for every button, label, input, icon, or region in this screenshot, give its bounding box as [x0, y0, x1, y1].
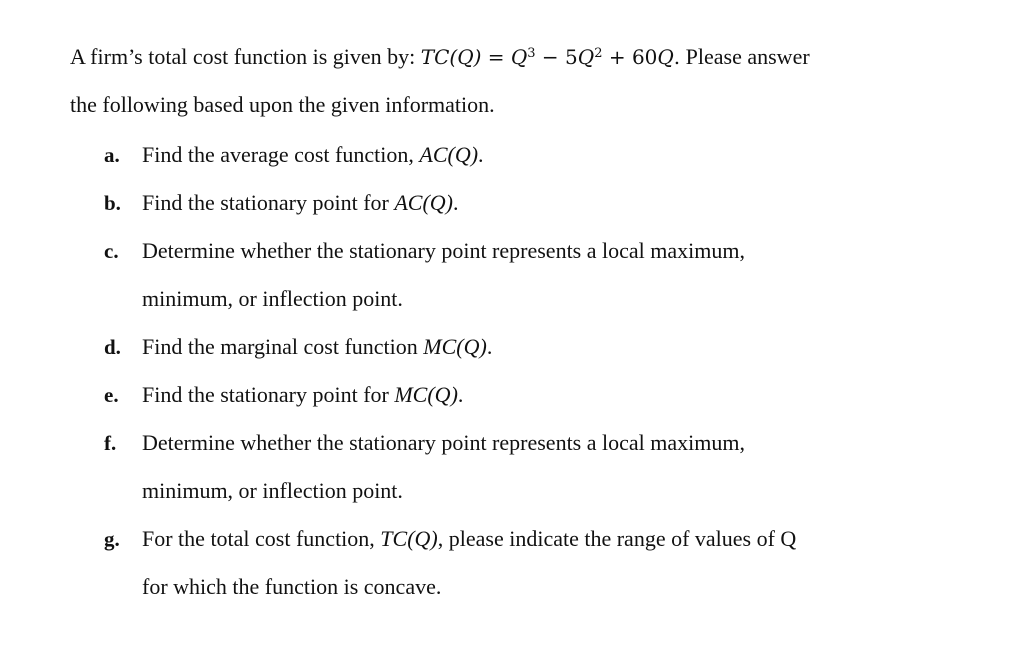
- formula-q1: Q: [510, 45, 528, 69]
- question-text-end: .: [453, 190, 459, 215]
- intro-suffix: Please answer: [680, 44, 810, 69]
- question-text-end: .: [486, 334, 493, 359]
- formula-lhs: TC(Q): [420, 45, 482, 69]
- question-text-end: .: [478, 142, 484, 167]
- formula-minus: − 5: [535, 45, 578, 69]
- function-name: MC(Q): [423, 334, 487, 359]
- question-text: minimum, or inflection point.: [142, 478, 403, 503]
- function-name: AC(Q): [419, 142, 479, 167]
- question-letter: g.: [104, 527, 120, 551]
- question-text-end: .: [457, 382, 464, 407]
- question-text: Find the stationary point for: [142, 382, 395, 407]
- question-text: For the total cost function,: [142, 526, 381, 551]
- question-text-line: [142, 284, 403, 314]
- question-letter: d.: [104, 335, 121, 359]
- question-text-line: [142, 332, 492, 362]
- question-letter: f.: [104, 431, 117, 455]
- question-text-line: [142, 380, 463, 410]
- intro-line-1: [70, 42, 810, 72]
- question-text-end: , please indicate the range of values of Q: [437, 526, 797, 551]
- question-text: Find the average cost function,: [142, 142, 420, 167]
- question-letter: a.: [104, 143, 120, 167]
- question-text: Find the stationary point for: [142, 190, 395, 215]
- formula-eq: =: [481, 45, 511, 69]
- question-text-line: [142, 428, 745, 458]
- intro-line-2: the following based upon the given information.: [70, 92, 495, 117]
- formula-exp1: 3: [527, 46, 536, 61]
- question-letter: b.: [104, 191, 121, 215]
- question-text: Determine whether the stationary point represents a local maximum,: [142, 430, 745, 455]
- question-text-line: [142, 140, 484, 170]
- question-text: Determine whether the stationary point represents a local maximum,: [142, 238, 745, 263]
- question-text: minimum, or inflection point.: [142, 286, 403, 311]
- cost-formula: [421, 45, 680, 69]
- question-text-line: [142, 476, 403, 506]
- question-letter: c.: [104, 239, 119, 263]
- question-text-line: [142, 188, 459, 218]
- question-text-line: [142, 236, 745, 266]
- function-name: TC(Q): [380, 526, 438, 551]
- question-letter: e.: [104, 383, 119, 407]
- formula-q2: Q: [577, 45, 595, 69]
- formula-q3: Q: [657, 45, 674, 69]
- question-text: for which the function is concave.: [142, 574, 442, 599]
- formula-exp2: 2: [594, 46, 603, 61]
- question-text-line: [142, 572, 441, 602]
- function-name: MC(Q): [394, 382, 458, 407]
- intro-prefix: A firm’s total cost function is given by:: [70, 44, 421, 69]
- formula-end: .: [673, 45, 681, 69]
- formula-plus: + 60: [602, 45, 658, 69]
- function-name: AC(Q): [394, 190, 454, 215]
- question-text-line: [142, 524, 796, 554]
- question-text: Find the marginal cost function: [142, 334, 424, 359]
